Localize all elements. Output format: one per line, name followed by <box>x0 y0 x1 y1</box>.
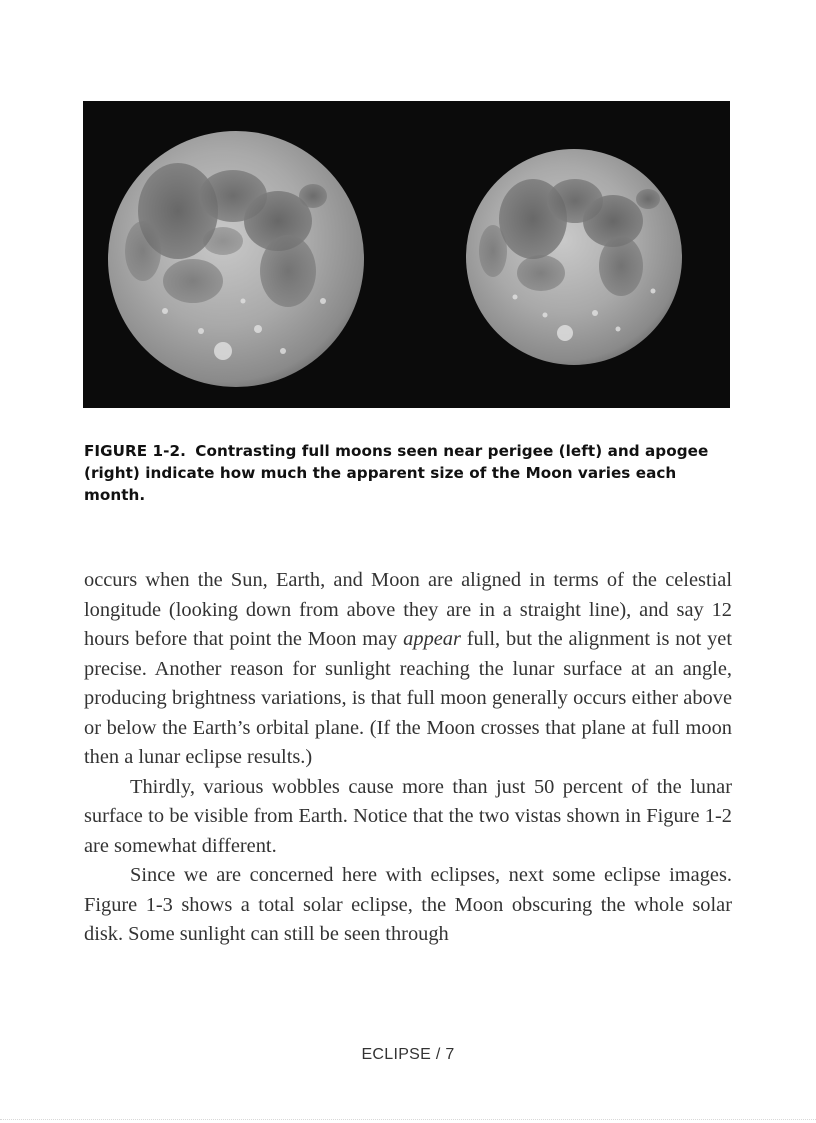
page-bottom-rule <box>0 1119 816 1120</box>
paragraph-text: full, but the alignment is not yet precise. Another reason for sunlight reaching the lunar surface at an angle, producing brightness variations, is that full moon generally occurs either above or below the Earth’s orbital plane. (If the Moon crosses that plane at full moon then a lunar eclipse results.) <box>84 628 732 768</box>
emphasis-text: appear <box>403 628 461 650</box>
moon-comparison-figure <box>83 101 730 408</box>
paragraph-wobbles: Thirdly, various wobbles cause more than just 50 percent of the lunar surface to be visible from Earth. Notice that the two vistas shown in Figure 1-2 are somewhat different. <box>84 775 732 857</box>
figure-caption <box>84 440 732 506</box>
paragraph-continuation <box>84 566 732 773</box>
paragraph-text: occurs when the Sun, Earth, and Moon are aligned in terms of the celestial longitude (looking down from above they are in a straight line), and say 12 hours before that point the Moon may <box>84 569 732 650</box>
moon-perigee <box>108 131 364 387</box>
paragraph-eclipses: Since we are concerned here with eclipses, next some eclipse images. Figure 1-3 shows a total solar eclipse, the Moon obscuring the whole solar disk. Some sunlight can still be seen through <box>84 864 732 945</box>
figure-label: FIGURE 1-2. <box>84 442 186 460</box>
moon-apogee <box>466 149 682 365</box>
page-folio: ECLIPSE / 7 <box>361 1046 455 1063</box>
body-text <box>84 566 732 950</box>
figure-caption-text: Contrasting full moons seen near perigee (left) and apogee (right) indicate how much the apparent size of the Moon varies each month. <box>84 442 709 504</box>
